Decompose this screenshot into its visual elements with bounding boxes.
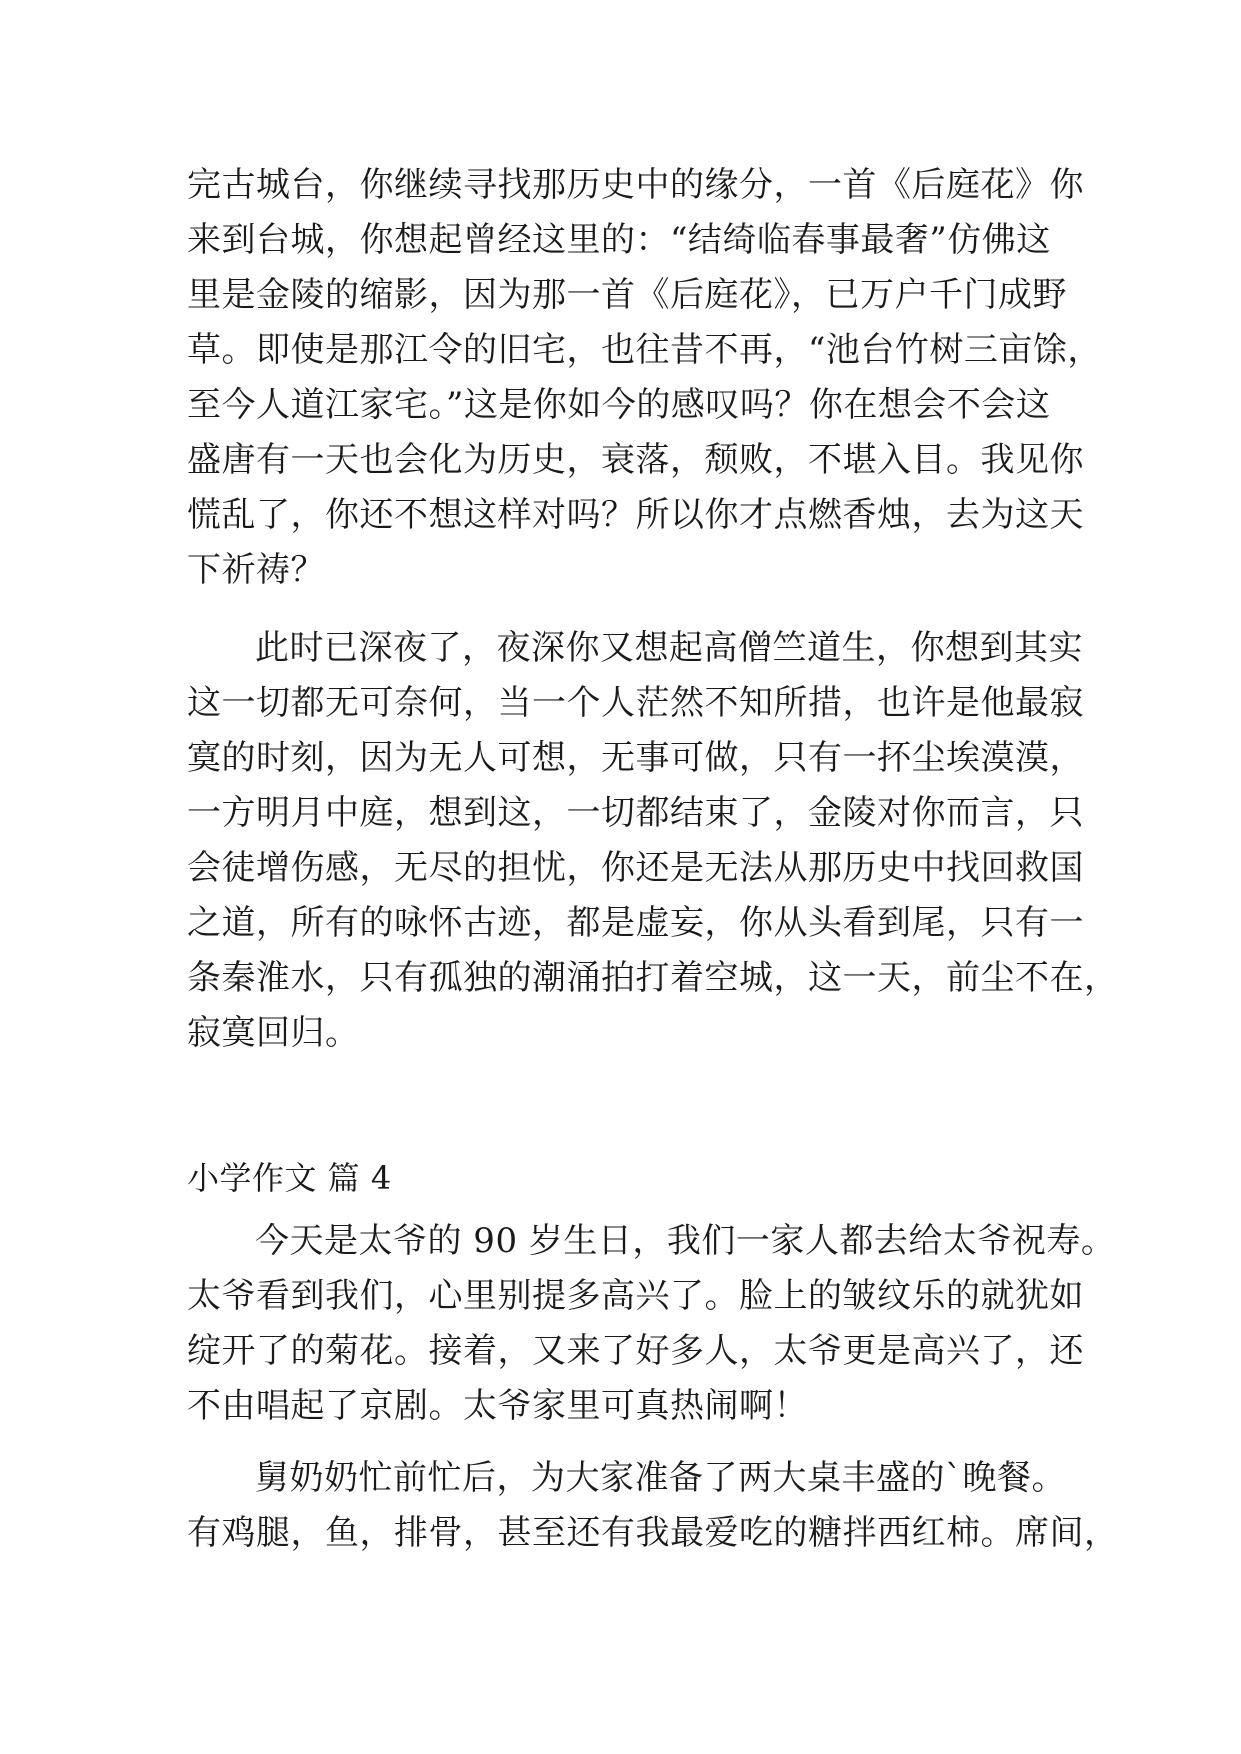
paragraph-line: 不由唱起了京剧。太爷家里可真热闹啊！ [187, 1386, 808, 1426]
paragraph-line: 舅奶奶忙前忙后，为大家准备了两大桌丰盛的`晚餐。 [255, 1458, 1066, 1498]
paragraph-line: 来到台城，你想起曾经这里的：“结绮临春事最奢”仿佛这 [187, 220, 1051, 260]
paragraph-line: 里是金陵的缩影，因为那一首《后庭花》，已万户千门成野 [187, 275, 1067, 315]
paragraph-line: 今天是太爷的 90 岁生日，我们一家人都去给太爷祝寿。 [255, 1221, 1116, 1261]
paragraph-line: 草。即使是那江令的旧宅，也往昔不再，“池台竹树三亩馀， [187, 330, 1102, 370]
paragraph-line: 慌乱了，你还不想这样对吗？所以你才点燃香烛，去为这天 [187, 495, 1084, 535]
paragraph-line: 寂寞回归。 [187, 1013, 360, 1053]
paragraph-line: 之道，所有的咏怀古迹，都是虚妄，你从头看到尾，只有一 [187, 903, 1084, 943]
paragraph-line: 绽开了的菊花。接着，又来了好多人，太爷更是高兴了，还 [187, 1331, 1084, 1371]
paragraph-line: 会徒增伤感，无尽的担忧，你还是无法从那历史中找回救国 [187, 848, 1084, 888]
paragraph-line: 下祈祷？ [187, 550, 325, 590]
paragraph-line: 一方明月中庭，想到这，一切都结束了，金陵对你而言，只 [187, 793, 1084, 833]
paragraph-line: 太爷看到我们，心里别提多高兴了。脸上的皱纹乐的就犹如 [187, 1276, 1084, 1316]
paragraph-line: 盛唐有一天也会化为历史，衰落，颓败，不堪入目。我见你 [187, 440, 1084, 480]
paragraph-line: 这一切都无可奈何，当一个人茫然不知所措，也许是他最寂 [187, 683, 1084, 723]
paragraph-line: 完古城台，你继续寻找那历史中的缘分，一首《后庭花》你 [187, 165, 1084, 205]
paragraph-line: 条秦淮水，只有孤独的潮涌拍打着空城，这一天，前尘不在， [187, 958, 1119, 998]
paragraph-line: 至今人道江家宅。”这是你如今的感叹吗？你在想会不会这 [187, 385, 1051, 425]
paragraph-line: 寞的时刻，因为无人可想，无事可做，只有一抔尘埃漠漠， [187, 738, 1084, 778]
section-title: 小学作文 篇 4 [187, 1159, 392, 1197]
paragraph-line: 此时已深夜了，夜深你又想起高僧竺道生，你想到其实 [255, 628, 1083, 668]
paragraph-line: 有鸡腿，鱼，排骨，甚至还有我最爱吃的糖拌西红柿。席间， [187, 1513, 1119, 1553]
